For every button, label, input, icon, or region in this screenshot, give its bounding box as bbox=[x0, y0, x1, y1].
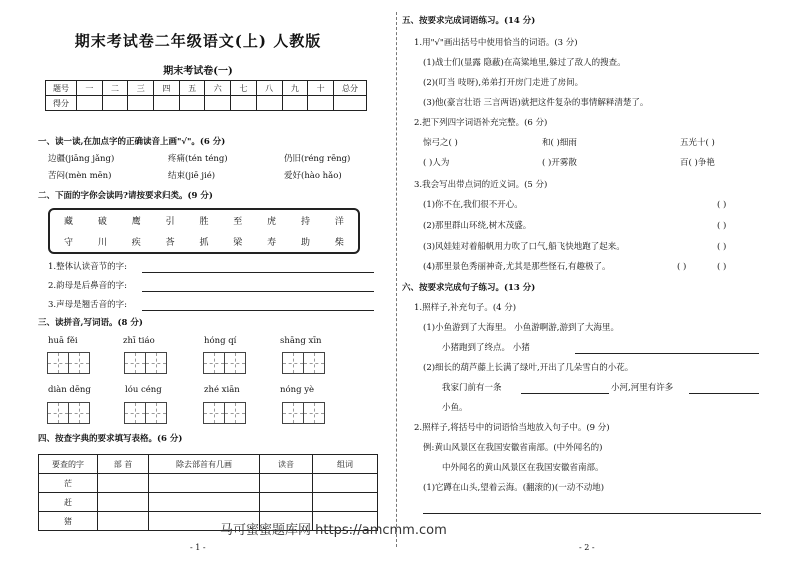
writing-grid[interactable] bbox=[224, 402, 246, 424]
idiom-item[interactable]: ( )开雾散 bbox=[542, 158, 577, 168]
char-row bbox=[50, 210, 358, 227]
synonym-item: (4)那里景色秀丽神奇,尤其是那些怪石,有趣极了。 bbox=[423, 262, 611, 272]
q1-item[interactable]: 结束(jiē jié) bbox=[168, 171, 216, 181]
q5-part: 2.把下列四字词语补充完整。(6 分) bbox=[414, 118, 548, 128]
page-number: - 1 - bbox=[190, 543, 206, 552]
char-box bbox=[48, 208, 360, 254]
q2-line-label: 3.声母是翘舌音的字: bbox=[48, 300, 127, 310]
writing-grid[interactable] bbox=[68, 402, 90, 424]
writing-grid[interactable] bbox=[203, 402, 225, 424]
char: 抓 bbox=[199, 238, 209, 248]
char-row bbox=[50, 227, 358, 248]
score-cell: 五 bbox=[179, 81, 205, 96]
pinyin: nóng yè bbox=[280, 385, 315, 395]
score-input[interactable] bbox=[205, 96, 231, 111]
char: 疾 bbox=[131, 238, 141, 248]
answer-paren[interactable]: ( ) bbox=[717, 242, 727, 252]
dict-input[interactable] bbox=[260, 474, 313, 493]
dict-header: 除去部首有几画 bbox=[149, 455, 260, 474]
score-table bbox=[45, 80, 367, 111]
dict-header: 要查的字 bbox=[39, 455, 98, 474]
q6-text: 例:黄山风景区在我国安徽省南部。(中外闻名的) bbox=[423, 443, 603, 453]
char: 助 bbox=[301, 238, 311, 248]
pinyin: hóng qí bbox=[204, 336, 237, 346]
writing-grid[interactable] bbox=[282, 402, 304, 424]
writing-grid[interactable] bbox=[124, 352, 146, 374]
q6-text: (2)细长的葫芦藤上长满了绿叶,开出了几朵雪白的小花。 bbox=[423, 363, 634, 373]
idiom-item[interactable]: 五光十( ) bbox=[680, 138, 715, 148]
dict-char: 猪 bbox=[39, 512, 98, 531]
q1-item[interactable]: 疼痛(tén téng) bbox=[168, 154, 228, 164]
idiom-item[interactable]: 惊弓之( ) bbox=[423, 138, 458, 148]
idiom-item[interactable]: ( )人为 bbox=[423, 158, 450, 168]
score-cell: 六 bbox=[205, 81, 231, 96]
q5-part: 3.我会写出带点词的近义词。(5 分) bbox=[414, 180, 548, 190]
score-cell: 七 bbox=[231, 81, 257, 96]
writing-grid[interactable] bbox=[303, 352, 325, 374]
answer-paren[interactable]: ( ) bbox=[677, 262, 687, 272]
answer-paren[interactable]: ( ) bbox=[717, 221, 727, 231]
char: 引 bbox=[165, 217, 175, 227]
synonym-item: (2)那里群山环绕,树木茂盛。 bbox=[423, 221, 532, 231]
answer-line[interactable] bbox=[689, 393, 759, 394]
writing-grid[interactable] bbox=[47, 402, 69, 424]
char: 破 bbox=[97, 217, 107, 227]
score-header-row bbox=[46, 81, 367, 96]
pinyin: diàn dēng bbox=[48, 385, 91, 395]
char: 荅 bbox=[165, 238, 175, 248]
dict-input[interactable] bbox=[149, 493, 260, 512]
score-input[interactable] bbox=[282, 96, 308, 111]
score-cell: 总分 bbox=[334, 81, 367, 96]
char: 胜 bbox=[199, 217, 209, 227]
writing-grid[interactable] bbox=[47, 352, 69, 374]
pinyin: lóu céng bbox=[125, 385, 162, 395]
q6-text: (1)小鱼游到了大海里。 小鱼游啊游,游到了大海里。 bbox=[423, 323, 619, 333]
q5-choice-item[interactable]: (3)他(豪言壮语 三言两语)就把这件复杂的事情解释清楚了。 bbox=[423, 98, 649, 108]
pinyin: shāng xīn bbox=[280, 336, 322, 346]
q1-item[interactable]: 边疆(jiāng jǎng) bbox=[48, 154, 115, 164]
answer-paren[interactable]: ( ) bbox=[717, 262, 727, 272]
score-cell: 题号 bbox=[46, 81, 77, 96]
char: 虎 bbox=[267, 217, 277, 227]
answer-line[interactable] bbox=[423, 513, 761, 514]
answer-paren[interactable]: ( ) bbox=[717, 200, 727, 210]
exam-subtitle: 期末考试卷(一) bbox=[163, 66, 233, 77]
writing-grid[interactable] bbox=[303, 402, 325, 424]
q6-text: 小河,河里有许多 bbox=[611, 383, 674, 393]
char: 川 bbox=[97, 238, 107, 248]
idiom-item[interactable]: 百( )争艳 bbox=[680, 158, 715, 168]
score-input[interactable] bbox=[231, 96, 257, 111]
page-1 bbox=[0, 0, 396, 561]
q1-heading: 一、读一读,在加点字的正确读音上画"√"。(6 分) bbox=[38, 137, 226, 147]
dict-header: 读音 bbox=[260, 455, 313, 474]
dict-input[interactable] bbox=[313, 493, 378, 512]
q2-heading: 二、下面的字你会读吗?请按要求归类。(9 分) bbox=[38, 191, 213, 201]
writing-grid[interactable] bbox=[68, 352, 90, 374]
score-value-row bbox=[46, 96, 367, 111]
q6-part: 1.照样子,补充句子。(4 分) bbox=[414, 303, 517, 313]
score-input[interactable] bbox=[256, 96, 282, 111]
q6-part: 2.照样子,将括号中的词语恰当地放入句子中。(9 分) bbox=[414, 423, 610, 433]
q6-heading: 六、按要求完成句子练习。(13 分) bbox=[402, 283, 536, 293]
q5-heading: 五、按要求完成词语练习。(14 分) bbox=[402, 16, 536, 26]
synonym-item: (3)风娃娃对着船帆用力吹了口气,船飞快地跑了起来。 bbox=[423, 242, 625, 252]
dict-input[interactable] bbox=[313, 474, 378, 493]
score-cell: 九 bbox=[282, 81, 308, 96]
q1-item[interactable]: 爱好(hào hǎo) bbox=[284, 171, 342, 181]
dict-header: 部 首 bbox=[98, 455, 149, 474]
page-number: - 2 - bbox=[579, 543, 595, 552]
score-input[interactable] bbox=[154, 96, 180, 111]
answer-line[interactable] bbox=[142, 291, 374, 292]
char: 持 bbox=[301, 217, 311, 227]
exam-title: 期末考试卷二年级语文(上) 人教版 bbox=[74, 32, 322, 50]
q6-text: (1)它蹲在山头,望着云海。(翻滚的)(一动不动地) bbox=[423, 483, 605, 493]
dict-row bbox=[39, 474, 378, 493]
dict-char: 赶 bbox=[39, 493, 98, 512]
score-cell: 八 bbox=[256, 81, 282, 96]
watermark: 马可蜜蜜题库网 https://amcmm.com bbox=[220, 523, 447, 538]
score-cell: 二 bbox=[102, 81, 128, 96]
pinyin: zhé xiān bbox=[204, 385, 240, 395]
dict-char: 茫 bbox=[39, 474, 98, 493]
q1-item[interactable]: 苦闷(mèn mēn) bbox=[48, 171, 112, 181]
q2-line-label: 2.韵母是后鼻音的字: bbox=[48, 281, 127, 291]
answer-line[interactable] bbox=[521, 393, 609, 394]
q5-part: 1.用"√"画出括号中使用恰当的词语。(3 分) bbox=[414, 38, 578, 48]
score-input[interactable] bbox=[308, 96, 334, 111]
q6-text: 中外闻名的黄山风景区在我国安徽省南部。 bbox=[442, 463, 604, 473]
answer-line[interactable] bbox=[575, 353, 759, 354]
writing-grid[interactable] bbox=[124, 402, 146, 424]
char: 至 bbox=[233, 217, 243, 227]
writing-grid[interactable] bbox=[282, 352, 304, 374]
q6-text: 小猪跑到了终点。 小猪 bbox=[442, 343, 530, 353]
q2-line-label: 1.整体认读音节的字: bbox=[48, 262, 127, 272]
writing-grid[interactable] bbox=[145, 352, 167, 374]
dict-input[interactable] bbox=[149, 474, 260, 493]
score-input[interactable] bbox=[334, 96, 367, 111]
char: 寿 bbox=[267, 238, 277, 248]
dict-input[interactable] bbox=[98, 474, 149, 493]
writing-grid[interactable] bbox=[145, 402, 167, 424]
char: 洋 bbox=[334, 217, 344, 227]
page-2 bbox=[397, 0, 793, 561]
char: 藏 bbox=[64, 217, 74, 227]
char: 梁 bbox=[233, 238, 243, 248]
writing-grid[interactable] bbox=[203, 352, 225, 374]
pinyin: huā fěi bbox=[48, 336, 78, 346]
answer-line[interactable] bbox=[142, 272, 374, 273]
q6-text: 我家门前有一条 bbox=[442, 383, 502, 393]
char: 柴 bbox=[334, 238, 344, 248]
char: 鹰 bbox=[131, 217, 141, 227]
q4-heading: 四、按查字典的要求填写表格。(6 分) bbox=[38, 434, 183, 444]
writing-grid[interactable] bbox=[224, 352, 246, 374]
answer-line[interactable] bbox=[142, 310, 374, 311]
score-cell: 四 bbox=[154, 81, 180, 96]
dict-input[interactable] bbox=[98, 512, 149, 531]
q5-choice-item[interactable]: (1)战士们(显露 隐蔽)在高粱地里,躲过了敌人的搜查。 bbox=[423, 58, 626, 68]
score-input[interactable] bbox=[102, 96, 128, 111]
synonym-item: (1)你不在,我们很不开心。 bbox=[423, 200, 523, 210]
score-cell: 十 bbox=[308, 81, 334, 96]
char: 守 bbox=[64, 238, 74, 248]
dict-header: 组词 bbox=[313, 455, 378, 474]
score-label: 得分 bbox=[46, 96, 77, 111]
pinyin: zhī tiáo bbox=[123, 336, 155, 346]
q3-heading: 三、读拼音,写词语。(8 分) bbox=[38, 318, 143, 328]
score-input[interactable] bbox=[128, 96, 154, 111]
score-cell: 一 bbox=[77, 81, 103, 96]
dict-row bbox=[39, 493, 378, 512]
q5-choice-item[interactable]: (2)(叮当 吱呀),弟弟打开房门走进了房间。 bbox=[423, 78, 584, 88]
score-input[interactable] bbox=[77, 96, 103, 111]
dict-header-row bbox=[39, 455, 378, 474]
q1-item[interactable]: 仍旧(réng rēng) bbox=[284, 154, 351, 164]
score-cell: 三 bbox=[128, 81, 154, 96]
dict-input[interactable] bbox=[260, 493, 313, 512]
dict-input[interactable] bbox=[98, 493, 149, 512]
q6-text: 小鱼。 bbox=[442, 403, 468, 413]
idiom-item[interactable]: 和( )细雨 bbox=[542, 138, 577, 148]
score-input[interactable] bbox=[179, 96, 205, 111]
